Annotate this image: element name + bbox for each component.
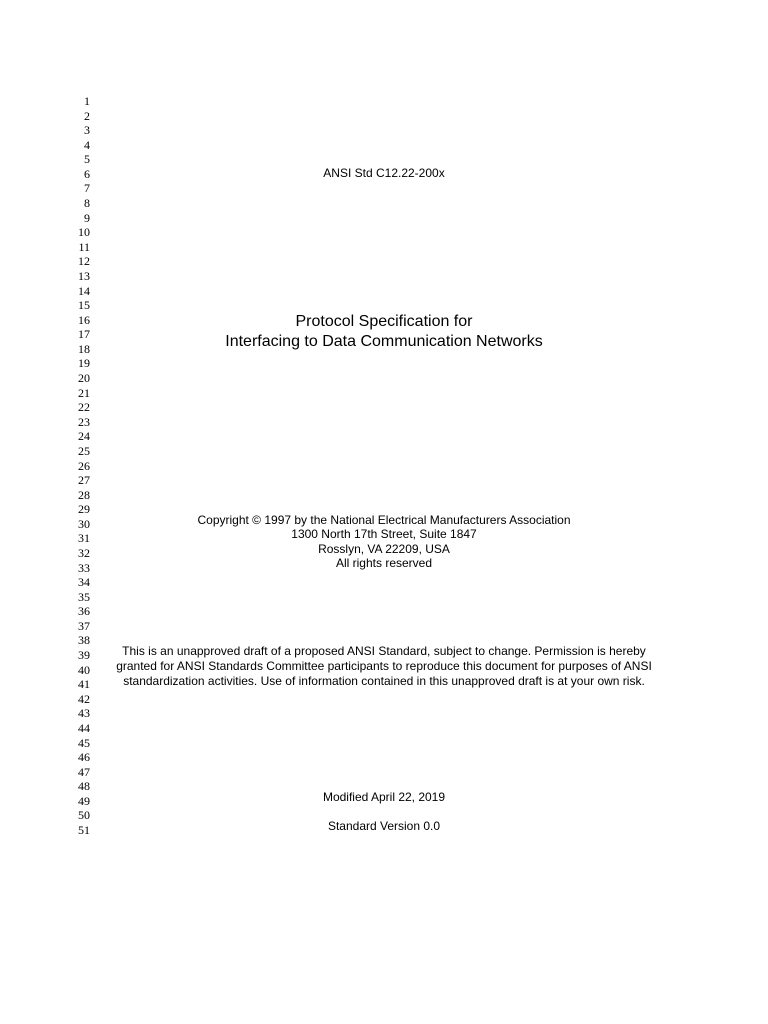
line-number: 40 — [78, 662, 90, 677]
line-number: 39 — [78, 648, 90, 663]
line-number: 47 — [78, 764, 90, 779]
draft-notice-line-3: standardization activities. Use of information contained in this unapproved draft is at your own risk. — [123, 674, 645, 688]
line-number: 22 — [78, 400, 90, 415]
line-number: 21 — [78, 385, 90, 400]
line-number: 45 — [78, 735, 90, 750]
address-city: Rosslyn, VA 22209, USA — [318, 542, 450, 556]
line-number: 20 — [78, 371, 90, 386]
line-number: 51 — [78, 823, 90, 837]
modified-date: Modified April 22, 2019 — [322, 790, 446, 804]
address-street: 1300 North 17th Street, Suite 1847 — [291, 527, 477, 541]
line-number: 31 — [78, 531, 90, 546]
line-number: 7 — [84, 181, 90, 196]
line-number: 4 — [84, 137, 90, 152]
standard-version: Standard Version 0.0 — [327, 819, 441, 833]
standard-id: ANSI Std C12.22-200x — [323, 166, 445, 180]
line-number: 15 — [78, 298, 90, 313]
line-number: 37 — [78, 618, 90, 633]
line-number: 19 — [78, 356, 90, 371]
line-number: 29 — [78, 502, 90, 517]
rights-reserved: All rights reserved — [335, 556, 433, 570]
line-number: 25 — [78, 443, 90, 458]
title-line-2: Interfacing to Data Communication Networks — [225, 333, 543, 350]
line-number: 6 — [84, 166, 90, 181]
line-number: 28 — [78, 487, 90, 502]
line-number: 34 — [78, 575, 90, 590]
line-number: 11 — [78, 239, 90, 254]
line-number: 18 — [78, 341, 90, 356]
line-number: 24 — [78, 429, 90, 444]
line-number: 8 — [84, 196, 90, 211]
line-number: 2 — [84, 108, 90, 123]
draft-notice-line-2: granted for ANSI Standards Committee participants to reproduce this document for purposes of ANSI — [116, 659, 652, 673]
line-number: 12 — [78, 254, 90, 269]
line-number: 43 — [78, 706, 90, 721]
draft-notice-line-1: This is an unapproved draft of a proposed ANSI Standard, subject to change. Permission is hereby — [122, 644, 646, 658]
line-number: 48 — [78, 779, 90, 794]
line-number: 50 — [78, 808, 90, 823]
line-number: 33 — [78, 560, 90, 575]
line-number: 36 — [78, 604, 90, 619]
line-number: 49 — [78, 793, 90, 808]
line-number: 10 — [78, 225, 90, 240]
line-number: 27 — [78, 473, 90, 488]
line-number: 44 — [78, 720, 90, 735]
line-number: 16 — [78, 312, 90, 327]
line-number: 1 — [84, 94, 90, 108]
line-number: 30 — [78, 516, 90, 531]
line-number: 42 — [78, 691, 90, 706]
copyright-line: Copyright © 1997 by the National Electrical Manufacturers Association — [197, 513, 571, 527]
line-number: 23 — [78, 414, 90, 429]
line-number: 26 — [78, 458, 90, 473]
line-number: 41 — [78, 677, 90, 692]
line-number: 9 — [84, 210, 90, 225]
line-number: 5 — [84, 152, 90, 167]
line-number: 3 — [84, 123, 90, 138]
line-number: 32 — [78, 545, 90, 560]
title-line-1: Protocol Specification for — [295, 313, 473, 330]
line-number: 35 — [78, 589, 90, 604]
line-number: 46 — [78, 750, 90, 765]
line-number: 14 — [78, 283, 90, 298]
line-number: 13 — [78, 268, 90, 283]
line-number: 38 — [78, 633, 90, 648]
line-number: 17 — [78, 327, 90, 342]
